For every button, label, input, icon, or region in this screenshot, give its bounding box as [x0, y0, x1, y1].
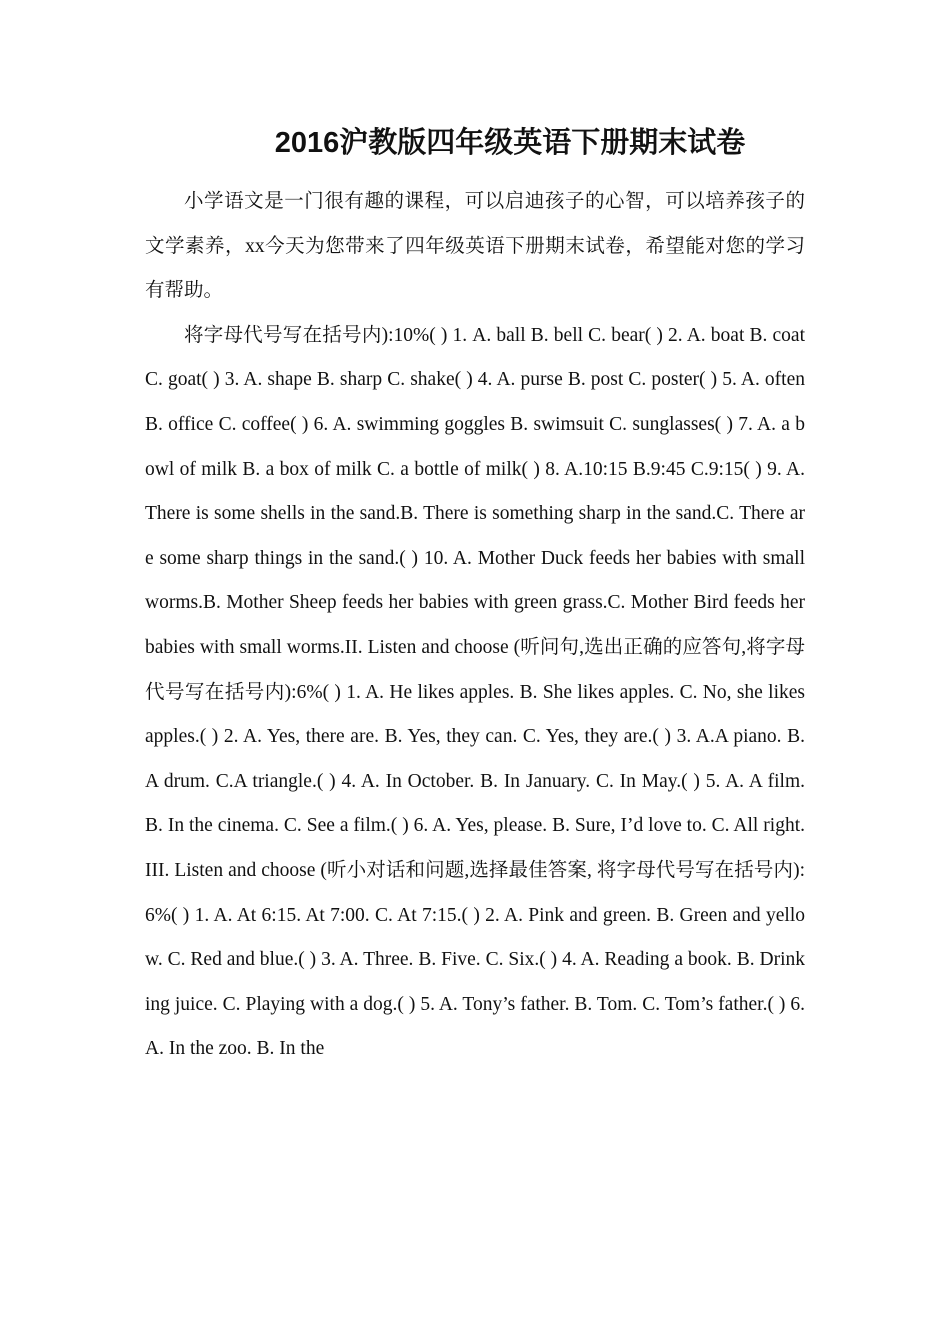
document-page [145, 118, 805, 1072]
intro-paragraph: 小学语文是一门很有趣的课程，可以启迪孩子的心智，可以培养孩子的文学素养，xx今天为您带来了四年级英语下册期末试卷，希望能对您的学习有帮助。 [145, 191, 805, 302]
document-title: 2016沪教版四年级英语下册期末试卷 [274, 127, 746, 159]
exam-questions-paragraph: 将字母代号写在括号内):10%( ) 1. A. ball B. bell C. bear( ) 2. A. boat B. coat C. goat( ) 3. A. shape B. sharp C. shake( ) 4. A. purse B. post C. poster( ) 5. A. often B. office C. coffee( ) 6. A. swimming goggles B. swimsuit C. sunglasses( ) 7. A. a bowl of milk B. a box of milk C. a bottle of milk( ) 8. A.10:15 B.9:45 C.9:15( ) 9. A. There is some shells in the sand.B. There is something sharp in the sand.C. There are some sharp things in the sand.( ) 10. A. Mother Duck feeds her babies with small worms.B. Mother Sheep feeds her babies with green grass.C. Mother Bird feeds her babies with small worms.II. Listen and choose (听问句,选出正确的应答句,将字母代号写在括号内):6%( ) 1. A. He likes apples. B. She likes apples. C. No, she likes apples.( ) 2. A. Yes, there are. B. Yes, they can. C. Yes, they are.( ) 3. A.A piano. B.A drum. C.A triangle.( ) 4. A. In October. B. In January. C. In May.( ) 5. A. A film. B. In the cinema. C. See a film.( ) 6. A. Yes, please. B. Sure, I’d love to. C. All right.III. Listen and choose (听小对话和问题,选择最佳答案, 将字母代号写在括号内):6%( ) 1. A. At 6:15. At 7:00. C. At 7:15.( ) 2. A. Pink and green. B. Green and yellow. C. Red and blue.( ) 3. A. Three. B. Five. C. Six.( ) 4. A. Reading a book. B. Drinking juice. C. Playing with a dog.( ) 5. A. Tony’s father. B. Tom. C. Tom’s father.( ) 6. A. In the zoo. B. In the [145, 324, 805, 1060]
